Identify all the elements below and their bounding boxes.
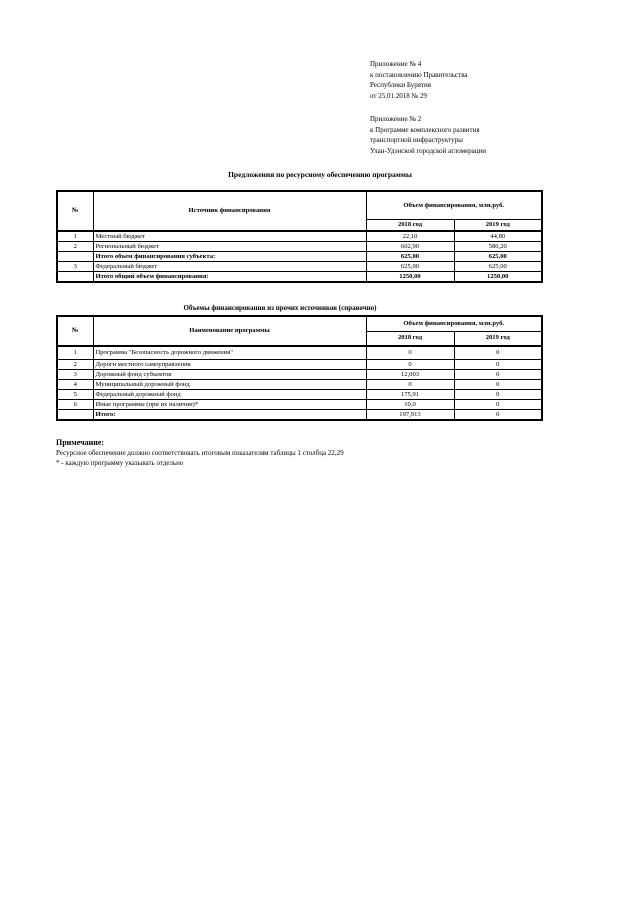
other-sources-table xyxy=(56,315,543,421)
row-name: Иные программы (при их наличии)* xyxy=(93,400,366,410)
subtotal-row xyxy=(57,252,542,262)
row-value-2019: 44,80 xyxy=(454,231,542,242)
main-title: Предложения по ресурсному обеспечению программы xyxy=(228,170,412,179)
col-header-2019: 2019 год xyxy=(454,220,542,232)
total-row xyxy=(57,272,542,283)
row-value-2018: 22,10 xyxy=(366,231,454,242)
appendix-line: Улан-Удэнской городской агломерации xyxy=(370,146,487,155)
appendix-line: Приложение № 2 xyxy=(370,115,422,123)
row-value-2018: 1250,00 xyxy=(366,272,454,283)
row-name: Программа "Безопасность дорожного движения" xyxy=(93,346,366,360)
note-line: * - каждую программу указывать отдельно xyxy=(56,459,184,467)
table-row xyxy=(57,370,542,380)
row-num xyxy=(57,272,93,283)
row-value-2018: 0 xyxy=(366,360,454,370)
row-value-2019: 0 xyxy=(454,400,542,410)
row-value-2018: 175,91 xyxy=(366,390,454,400)
col-header-volume: Объем финансирования, млн.руб. xyxy=(366,191,542,220)
row-value-2019: 0 xyxy=(454,390,542,400)
row-num xyxy=(57,410,93,421)
row-value-2019: 580,20 xyxy=(454,242,542,252)
row-num: 1 xyxy=(57,346,93,360)
row-name: Итого объем финансирования субъекта: xyxy=(93,252,366,262)
row-value-2018: 602,90 xyxy=(366,242,454,252)
appendix-line: Республики Бурятия xyxy=(370,81,431,89)
table-row xyxy=(57,400,542,410)
row-name: Дорожный фонд субъектов xyxy=(93,370,366,380)
row-num: 1 xyxy=(57,231,93,242)
table-row xyxy=(57,346,542,360)
table-row xyxy=(57,262,542,272)
appendix-header-2 xyxy=(370,114,486,156)
row-value-2019: 1250,00 xyxy=(454,272,542,283)
table-row xyxy=(57,380,542,390)
col-header-source: Источник финансирования xyxy=(93,191,366,231)
col-header-program: Наименование программы xyxy=(93,316,366,346)
row-name: Местный бюджет xyxy=(93,231,366,242)
row-value-2019: 0 xyxy=(454,370,542,380)
table-row xyxy=(57,231,542,242)
row-value-2019: 0 xyxy=(454,360,542,370)
row-name: Федеральный дорожный фонд xyxy=(93,390,366,400)
appendix-line: транспортной инфраструктуры xyxy=(370,136,463,144)
funding-sources-table xyxy=(56,190,543,283)
note-line: Ресурсное обеспечение должно соответствовать итоговым показателям таблицы 1 столбца 22,29 xyxy=(56,449,344,457)
row-num xyxy=(57,252,93,262)
row-name: Дороги местного самоуправления xyxy=(93,360,366,370)
col-header-2018: 2018 год xyxy=(366,220,454,232)
appendix-line: Приложение № 4 xyxy=(370,60,422,68)
row-value-2019: 0 xyxy=(454,380,542,390)
row-value-2018: 197,913 xyxy=(366,410,454,421)
table-row xyxy=(57,242,542,252)
row-value-2018: 10,0 xyxy=(366,400,454,410)
row-num: 5 xyxy=(57,390,93,400)
row-value-2018: 0 xyxy=(366,380,454,390)
appendix-line: к Программе комплексного развития xyxy=(370,125,480,134)
appendix-header-1 xyxy=(370,59,468,101)
row-value-2019: 0 xyxy=(454,346,542,360)
row-value-2018: 625,00 xyxy=(366,252,454,262)
row-value-2019: 625,00 xyxy=(454,252,542,262)
row-name: Федеральный бюджет xyxy=(93,262,366,272)
table-row xyxy=(57,390,542,400)
row-name: Региональный бюджет xyxy=(93,242,366,252)
section-title: Объемы финансирования из прочих источников (справочно) xyxy=(183,304,377,312)
col-header-volume: Объем финансирования, млн.руб. xyxy=(366,316,542,331)
table-row xyxy=(57,360,542,370)
row-value-2018: 625,00 xyxy=(366,262,454,272)
note-block xyxy=(56,437,344,468)
row-value-2018: 12,003 xyxy=(366,370,454,380)
note-header: Примечание: xyxy=(56,438,105,447)
appendix-line: к постановлению Правительства xyxy=(370,70,468,79)
row-num: 3 xyxy=(57,370,93,380)
row-value-2019: 0 xyxy=(454,410,542,421)
row-num: 4 xyxy=(57,380,93,390)
col-header-num: № xyxy=(57,191,93,231)
row-name: Итого: xyxy=(93,410,366,421)
appendix-line: от 25.01.2018 № 29 xyxy=(370,91,427,100)
total-row xyxy=(57,410,542,421)
row-num: 2 xyxy=(57,360,93,370)
row-num: 6 xyxy=(57,400,93,410)
row-name: Муниципальный дорожный фонд xyxy=(93,380,366,390)
row-name: Итого общий объем финансирования: xyxy=(93,272,366,283)
row-num: 2 xyxy=(57,242,93,252)
col-header-num: № xyxy=(57,316,93,346)
row-num: 3 xyxy=(57,262,93,272)
col-header-2018: 2018 год xyxy=(366,331,454,346)
row-value-2018: 0 xyxy=(366,346,454,360)
col-header-2019: 2019 год xyxy=(454,331,542,346)
row-value-2019: 625,00 xyxy=(454,262,542,272)
